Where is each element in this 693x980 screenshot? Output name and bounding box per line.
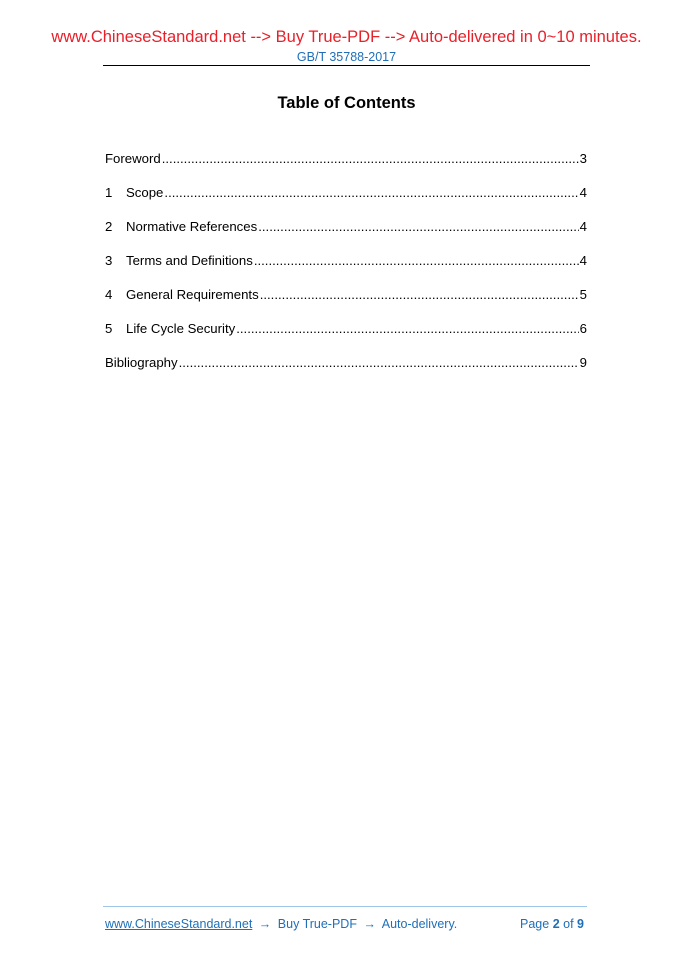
toc-entry-number: 3 bbox=[105, 253, 113, 268]
toc-entry-label: Bibliography bbox=[105, 355, 178, 370]
page-prefix: Page bbox=[520, 917, 550, 931]
toc-entry-life-cycle-security[interactable] bbox=[105, 320, 587, 338]
toc-entry-terms-and-definitions[interactable] bbox=[105, 252, 587, 270]
toc-leader-dots bbox=[236, 320, 578, 338]
document-code: GB/T 35788-2017 bbox=[296, 50, 397, 64]
footer-middle-text: Buy True-PDF bbox=[277, 917, 357, 931]
toc-entry-number: 1 bbox=[105, 185, 113, 200]
page-of: of bbox=[563, 917, 574, 931]
toc-leader-dots bbox=[260, 286, 579, 304]
footer-end-text: Auto-delivery. bbox=[381, 917, 458, 931]
toc-entry-general-requirements[interactable] bbox=[105, 286, 587, 304]
toc-entry-label: Life Cycle Security bbox=[126, 321, 236, 336]
footer-divider bbox=[103, 906, 587, 907]
toc-leader-dots bbox=[164, 184, 578, 202]
toc-entry-page: 3 bbox=[579, 151, 587, 166]
header-divider bbox=[103, 65, 590, 66]
toc-entry-page: 4 bbox=[579, 253, 587, 268]
page-total: 9 bbox=[577, 917, 584, 931]
toc-entry-page: 5 bbox=[579, 287, 587, 302]
arrow-right-icon: → bbox=[363, 917, 376, 931]
toc-entry-number: 4 bbox=[105, 287, 113, 302]
toc-entry-label: Normative References bbox=[126, 219, 258, 234]
toc-entry-label: Scope bbox=[126, 185, 164, 200]
page-current: 2 bbox=[552, 917, 560, 931]
toc-entry-page: 4 bbox=[579, 185, 587, 200]
footer-promo bbox=[105, 916, 457, 932]
toc-entry-label: General Requirements bbox=[126, 287, 259, 302]
page-number bbox=[480, 916, 584, 932]
toc-entry-number: 5 bbox=[105, 321, 113, 336]
footer-url-link[interactable]: www.ChineseStandard.net bbox=[105, 917, 253, 931]
toc-entry-foreword[interactable] bbox=[105, 150, 587, 168]
toc-entry-page: 4 bbox=[579, 219, 587, 234]
toc-entry-bibliography[interactable] bbox=[105, 354, 587, 372]
toc-entry-number: 2 bbox=[105, 219, 113, 234]
toc-entry-normative-references[interactable] bbox=[105, 218, 587, 236]
toc-entry-page: 6 bbox=[579, 321, 587, 336]
toc-leader-dots bbox=[162, 150, 579, 168]
arrow-right-icon: → bbox=[258, 917, 272, 931]
toc-entry-label: Terms and Definitions bbox=[126, 253, 253, 268]
toc-entry-scope[interactable] bbox=[105, 184, 587, 202]
toc-title: Table of Contents bbox=[277, 94, 416, 112]
top-banner-link[interactable]: www.ChineseStandard.net --> Buy True-PDF --> Auto-delivered in 0~10 minutes. bbox=[51, 28, 642, 46]
toc-leader-dots bbox=[258, 218, 578, 236]
toc-leader-dots bbox=[179, 354, 579, 372]
toc-entry-page: 9 bbox=[579, 355, 587, 370]
toc-entry-label: Foreword bbox=[105, 151, 161, 166]
toc-leader-dots bbox=[254, 252, 579, 270]
